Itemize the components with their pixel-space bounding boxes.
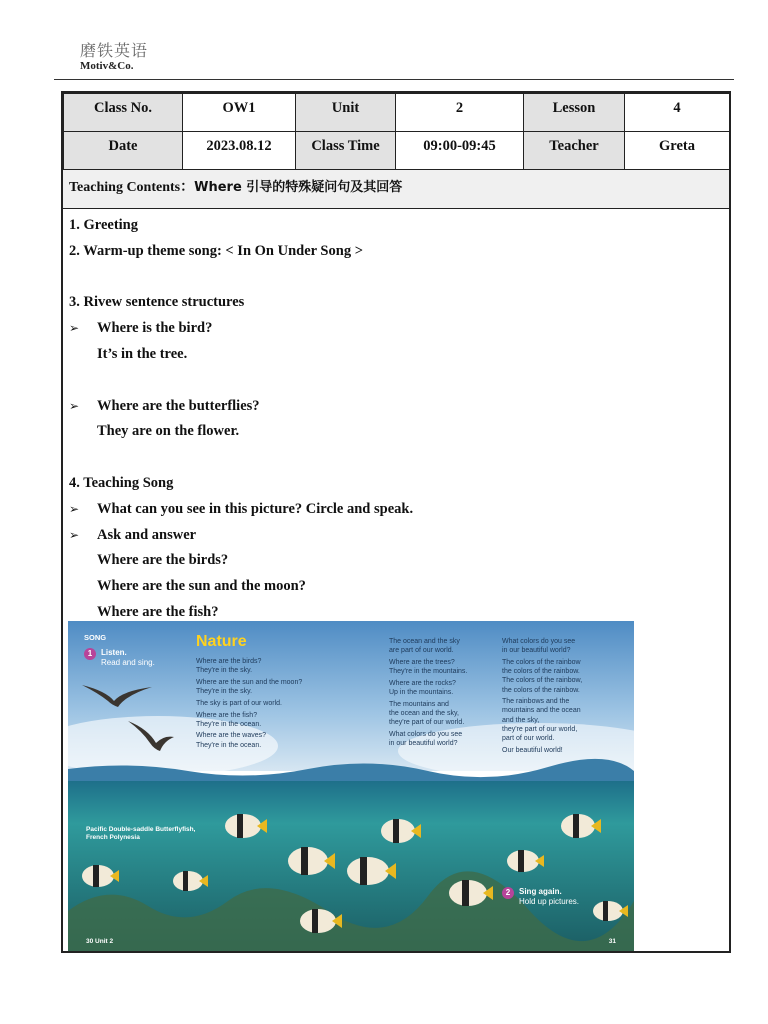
lesson-value: 4 [625, 94, 730, 132]
lyric-line: Where are the rocks? [389, 679, 456, 687]
class-time-label: Class Time [296, 132, 396, 170]
unit-label: Unit [296, 94, 396, 132]
step-2-badge: 2 [502, 887, 514, 899]
lyric-line: The colors of the rainbow, [502, 677, 583, 685]
date-label: Date [64, 132, 183, 170]
lesson-label: Lesson [524, 94, 625, 132]
song-activity-1-text: What can you see in this picture? Circle and speak. [97, 500, 414, 517]
class-no-label: Class No. [64, 94, 183, 132]
lyrics-column-3 [502, 637, 582, 755]
textbook-song-image [68, 621, 634, 951]
lyric-line: They're in the sky. [196, 688, 253, 696]
step-greeting: 1. Greeting [69, 217, 138, 233]
step-2-text: Hold up pictures. [519, 897, 580, 906]
lyric-line: They're in the ocean. [196, 741, 262, 749]
unit-value: 2 [396, 94, 524, 132]
page-number-right: 31 [608, 938, 616, 945]
lyric-line: Where are the sun and the moon? [196, 678, 303, 686]
lyric-line: What colors do you see [502, 638, 576, 645]
spacer [69, 265, 729, 291]
song-title: Nature [196, 633, 247, 650]
step-teaching-song: 4. Teaching Song [69, 474, 174, 491]
photo-caption-line-1: Pacific Double-saddle Butterflyfish, [86, 826, 196, 833]
step-2-label [519, 887, 579, 907]
step-1-label [101, 648, 155, 668]
teaching-contents-text: Where 引导的特殊疑问句及其回答 [194, 180, 403, 195]
lyric-line: Up in the mountains. [389, 689, 454, 697]
song-question-2: Where are the sun and the moon? [97, 578, 306, 595]
lyric-line: The mountains and [389, 700, 449, 708]
lyric-line: part of our world. [502, 735, 555, 743]
meta-row-1 [64, 94, 730, 132]
song-activity-2 [69, 523, 729, 549]
spacer [69, 368, 729, 394]
spacer [69, 445, 729, 471]
song-question-1: Where are the birds? [97, 552, 229, 569]
photo-caption [86, 826, 195, 842]
lyric-line: The rainbows and the [502, 698, 570, 706]
teacher-label: Teacher [524, 132, 625, 170]
lyric-line: The colors of the rainbow [502, 658, 581, 666]
step-1-title: Listen. [101, 648, 127, 657]
lyric-line: They're in the ocean. [196, 720, 262, 728]
lyric-line: the colors of the rainbow. [502, 668, 580, 676]
review-question-1 [69, 316, 729, 342]
logo-english-text: Motiv&Co. [80, 60, 134, 72]
step-1-text: Read and sing. [101, 658, 155, 667]
lyric-line: What colors do you see [389, 730, 463, 738]
class-no-value: OW1 [183, 94, 296, 132]
review-question-1-text: Where is the bird? [97, 320, 213, 337]
lyric-line: mountains and the ocean [502, 707, 581, 715]
lyric-line: The ocean and the sky [389, 638, 460, 645]
lyric-line: They're in the mountains. [389, 668, 468, 676]
lyric-line: the colors of the rainbow. [502, 686, 580, 694]
review-question-2-text: Where are the butterflies? [97, 397, 260, 414]
step-review-structures: 3. Rivew sentence structures [69, 294, 245, 311]
header-rule [54, 79, 734, 80]
review-answer-2: They are on the flower. [97, 423, 240, 440]
lyric-line: are part of our world. [389, 647, 454, 655]
step-warmup-song: 2. Warm-up theme song: < In On Under Song > [69, 242, 363, 259]
teaching-contents-label: Teaching Contents： [69, 180, 195, 195]
lyric-line: Where are the fish? [196, 711, 258, 719]
lyric-line: the ocean and the sky, [389, 709, 459, 717]
date-value: 2023.08.12 [183, 132, 296, 170]
arrow-bullet-icon: ➢ [69, 501, 80, 516]
company-logo [80, 42, 148, 72]
lyrics-column-1 [196, 657, 302, 750]
song-tag: SONG [84, 633, 107, 642]
review-question-2 [69, 394, 729, 420]
lyric-line: and the sky, [502, 716, 540, 724]
lyric-line: they're part of our world. [389, 719, 465, 727]
lesson-steps [63, 209, 729, 626]
arrow-bullet-icon: ➢ [69, 527, 80, 542]
teaching-contents-row [63, 170, 729, 209]
song-question-3: Where are the fish? [97, 603, 219, 620]
lyric-line: They're in the sky. [196, 667, 253, 675]
lyrics-column-2 [389, 637, 467, 748]
lyric-line: Where are the birds? [196, 658, 262, 665]
photo-caption-line-2: French Polynesia [86, 834, 140, 841]
review-answer-1: It’s in the tree. [97, 345, 188, 362]
lyric-line: in our beautiful world? [389, 740, 458, 748]
lyric-line: The sky is part of our world. [196, 699, 282, 707]
song-activity-1 [69, 497, 729, 523]
arrow-bullet-icon: ➢ [69, 398, 80, 413]
lyric-line: Where are the waves? [196, 732, 267, 740]
page-number-left: 30 Unit 2 [86, 938, 114, 945]
step-1-badge: 1 [84, 648, 96, 660]
lyric-line: Where are the trees? [389, 658, 455, 666]
lyric-line: in our beautiful world? [502, 647, 571, 655]
logo-chinese-text: 磨铁英语 [80, 41, 149, 60]
step-2-title: Sing again. [519, 887, 562, 896]
lesson-meta-table [63, 93, 730, 170]
lyric-line: Our beautiful world! [502, 746, 563, 754]
lyric-line: they're part of our world, [502, 725, 578, 733]
class-time-value: 09:00-09:45 [396, 132, 524, 170]
meta-row-2 [64, 132, 730, 170]
arrow-bullet-icon: ➢ [69, 321, 80, 336]
song-activity-2-text: Ask and answer [97, 526, 197, 543]
teacher-value: Greta [625, 132, 730, 170]
